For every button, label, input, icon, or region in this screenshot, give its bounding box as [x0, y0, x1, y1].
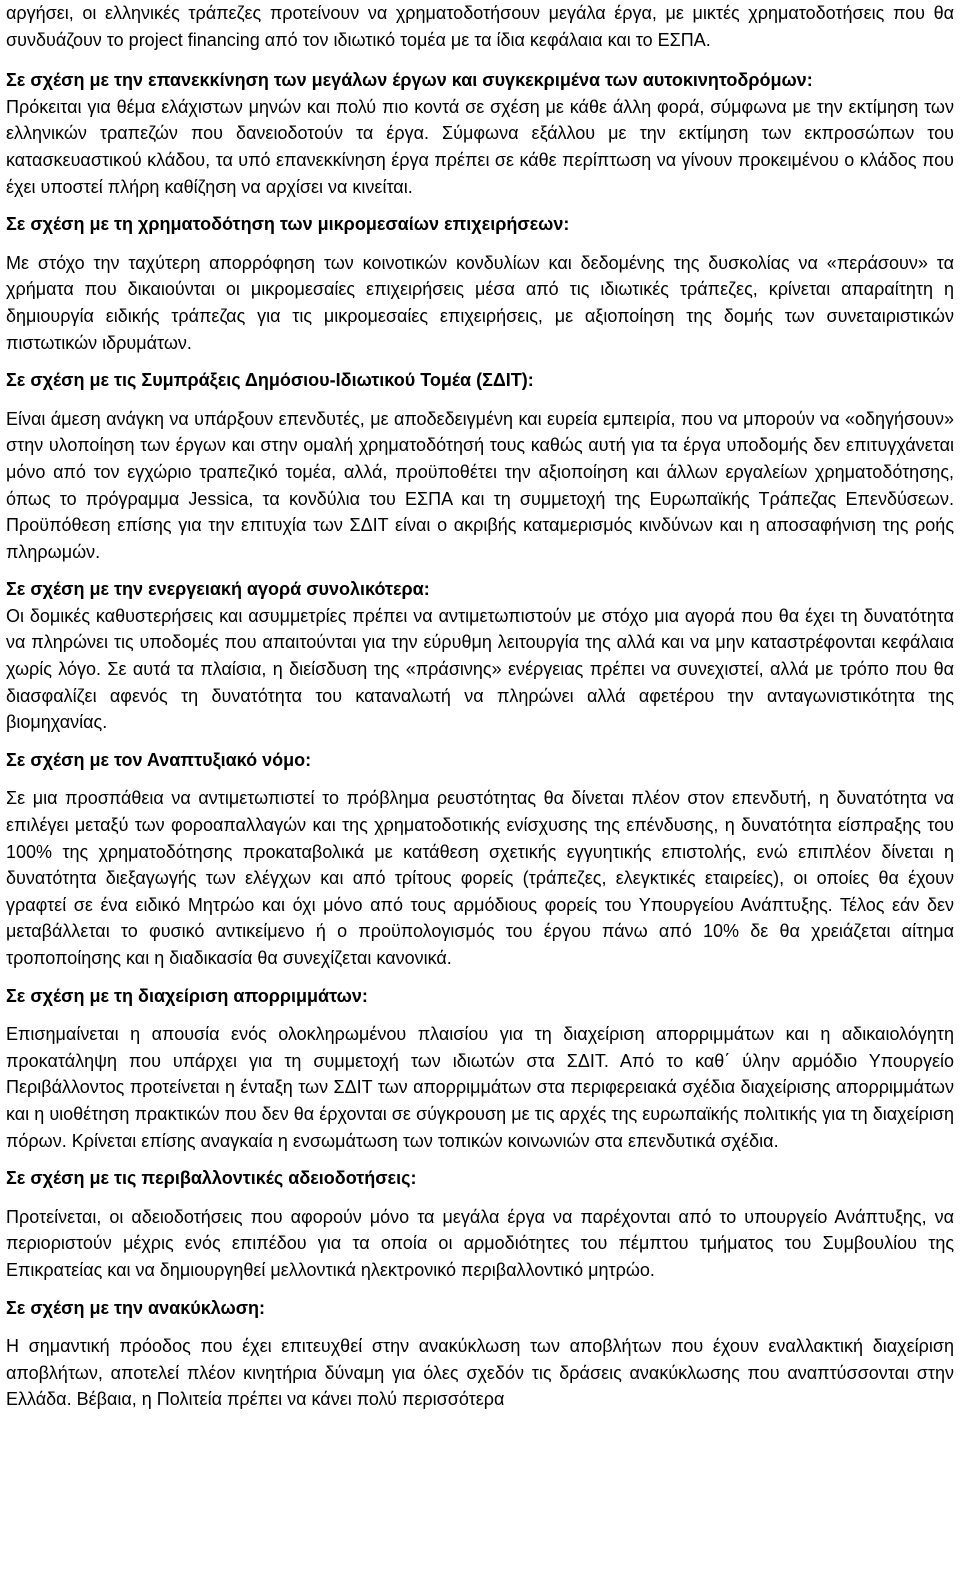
paragraph-sme-financing: Με στόχο την ταχύτερη απορρόφηση των κοινοτικών κονδυλίων και δεδομένης της δυσκολίας να «περάσουν» τα χρήματα που δικαιούνται οι μικρομεσαίες επιχειρήσεις μέσα από τις ιδιωτικές τράπεζες, κρίνεται απαραίτητη η δημιουργία ειδικής τράπεζας για τις μικρομεσαίες επιχειρήσεις, με αξιοποίηση της δομής των συνεταιριστικών πιστωτικών ιδρυμάτων.: [6, 252, 954, 353]
heading-development-law: Σε σχέση με τον Αναπτυξιακό νόμο:: [6, 749, 312, 770]
paragraph-intro: αργήσει, οι ελληνικές τράπεζες προτείνουν να χρηματοδοτήσουν μεγάλα έργα, με μικτές χρηματοδοτήσεις που θα συνδυάζουν το project financing από τον ιδιωτικό τομέα με τα ίδια κεφάλαια και το ΕΣΠΑ.: [6, 3, 954, 50]
paragraph-ppp: Είναι άμεση ανάγκη να υπάρξουν επενδυτές, με αποδεδειγμένη και ευρεία εμπειρία, που να μπορούν να «οδηγήσουν» στην υλοποίηση των έργων και στην ομαλή χρηματοδότησή τους καθώς αυτή για τα έργα υποδομής δεν επιτυγχάνεται μόνο από τον εγχώριο τραπεζικό τομέα, αλλά, προϋποθέτει την αξιοποίηση και άλλων εργαλείων χρηματοδότησης, όπως το πρόγραμμα Jessica, τα κονδύλια του ΕΣΠΑ και τη συμμετοχή της Ευρωπαϊκής Τράπεζας Επενδύσεων. Προϋπόθεση επίσης για την επιτυχία των ΣΔΙΤ είναι ο ακριβής καταμερισμός κινδύνων και η αποσαφήνιση της ροής πληρωμών.: [6, 408, 954, 562]
heading-waste-management: Σε σχέση με τη διαχείριση απορριμμάτων:: [6, 985, 368, 1006]
heading-energy-market: Σε σχέση με την ενεργειακή αγορά συνολικότερα:: [6, 579, 430, 600]
paragraph-environmental-permits: Προτείνεται, οι αδειοδοτήσεις που αφορούν μόνο τα μεγάλα έργα να παρέχονται από το υπουργείο Ανάπτυξης, να περιοριστούν μέχρις ενός επιπέδου για τα οποία οι αρμοδιότητες του πέμπτου τμήματος του Συμβουλίου της Επικρατείας και να δημιουργηθεί μελλοντικά ηλεκτρονικό περιβαλλοντικό μητρώο.: [6, 1206, 954, 1280]
paragraph-energy-market: Οι δομικές καθυστερήσεις και ασυμμετρίες πρέπει να αντιμετωπιστούν με στόχο μια αγορά που θα έχει τη δυνατότητα να πληρώνει τις υποδομές που απαιτούνται για την εύρυθμη λειτουργία της αλλά και να μην καταστρέφονται κεφάλαια χωρίς λόγο. Σε αυτά τα πλαίσια, η διείσδυση της «πράσινης» ενέργειας πρέπει να συνεχιστεί, αλλά με τρόπο που θα διασφαλίζει αφενός τη δυνατότητα του καταναλωτή να πληρώνει αλλά αφετέρου την ανταγωνιστικότητα της βιομηχανίας.: [6, 605, 954, 733]
heading-environmental-permits: Σε σχέση με τις περιβαλλοντικές αδειοδοτήσεις:: [6, 1168, 417, 1189]
paragraph-motorways: Πρόκειται για θέμα ελάχιστων μηνών και πολύ πιο κοντά σε σχέση με κάθε άλλη φορά, σύμφωνα με την εκτίμηση των ελληνικών τραπεζών που δανειοδοτούν τα έργα. Σύμφωνα εξάλλου με την εκτίμηση των εκπροσώπων του κατασκευαστικού κλάδου, τα υπό επανεκκίνηση έργα πρέπει σε κάθε περίπτωση να γίνουν προκειμένου ο κλάδος που έχει υποστεί πλήρη καθίζηση να αρχίσει να κινείται.: [6, 96, 954, 197]
paragraph-development-law: Σε μια προσπάθεια να αντιμετωπιστεί το πρόβλημα ρευστότητας θα δίνεται πλέον στον επενδυτή, η δυνατότητα να επιλέγει μεταξύ των φοροαπαλλαγών και της χρηματοδοτικής ενίσχυσης της επένδυσης, η δυνατότητα είσπραξης του 100% της χρηματοδότησης προκαταβολικά με κατάθεση σχετικής εγγυητικής επιστολής, ενώ επιπλέον δίνεται η δυνατότητα διεξαγωγής των ελέγχων και από τρίτους φορείς (τράπεζες, ελεγκτικές εταιρείες), οι οποίες θα έχουν γραφτεί σε ένα ειδικό Μητρώο και όχι μόνο από τους αρμόδιους φορείς του Υπουργείου Ανάπτυξης. Τέλος εάν δεν μεταβάλλεται το φυσικό αντικείμενο ή ο προϋπολογισμός του έργου πάνω από 10% δε θα χρειάζεται αίτημα τροποποίησης και η διαδικασία θα συνεχίζεται κανονικά.: [6, 788, 954, 968]
heading-motorways: Σε σχέση με την επανεκκίνηση των μεγάλων έργων και συγκεκριμένα των αυτοκινητοδρόμων:: [6, 70, 813, 91]
heading-recycling: Σε σχέση με την ανακύκλωση:: [6, 1297, 266, 1318]
paragraph-waste-management: Επισημαίνεται η απουσία ενός ολοκληρωμένου πλαισίου για τη διαχείριση απορριμμάτων και η αδικαιολόγητη προκατάληψη που υπάρχει για τη συμμετοχή των ιδιωτών στα ΣΔΙΤ. Από το καθ΄ ύλην αρμόδιο Υπουργείο Περιβάλλοντος προτείνεται η ένταξη των ΣΔΙΤ των απορριμμάτων στα περιφερειακά σχέδια διαχείρισης απορριμμάτων και η υιοθέτηση πρακτικών που δεν θα έρχονται σε σύγκρουση με τις αρχές της ευρωπαϊκής πολιτικής για τη διαχείριση πόρων. Κρίνεται επίσης αναγκαία η ενσωμάτωση των τοπικών κοινωνιών στα επενδυτικά σχέδια.: [6, 1024, 954, 1151]
paragraph-recycling: Η σημαντική πρόοδος που έχει επιτευχθεί στην ανακύκλωση των αποβλήτων που έχουν εναλλακτική διαχείριση αποβλήτων, αποτελεί πλέον κινητήρια δύναμη για όλες σχεδόν τις δράσεις ανακύκλωσης που αναπτύσσονται στην Ελλάδα. Βέβαια, η Πολιτεία πρέπει να κάνει πολύ περισσότερα: [6, 1336, 954, 1410]
heading-sme-financing: Σε σχέση με τη χρηματοδότηση των μικρομεσαίων επιχειρήσεων:: [6, 214, 570, 235]
heading-ppp: Σε σχέση με τις Συμπράξεις Δημόσιου-Ιδιωτικού Τομέα (ΣΔΙΤ):: [6, 370, 534, 391]
